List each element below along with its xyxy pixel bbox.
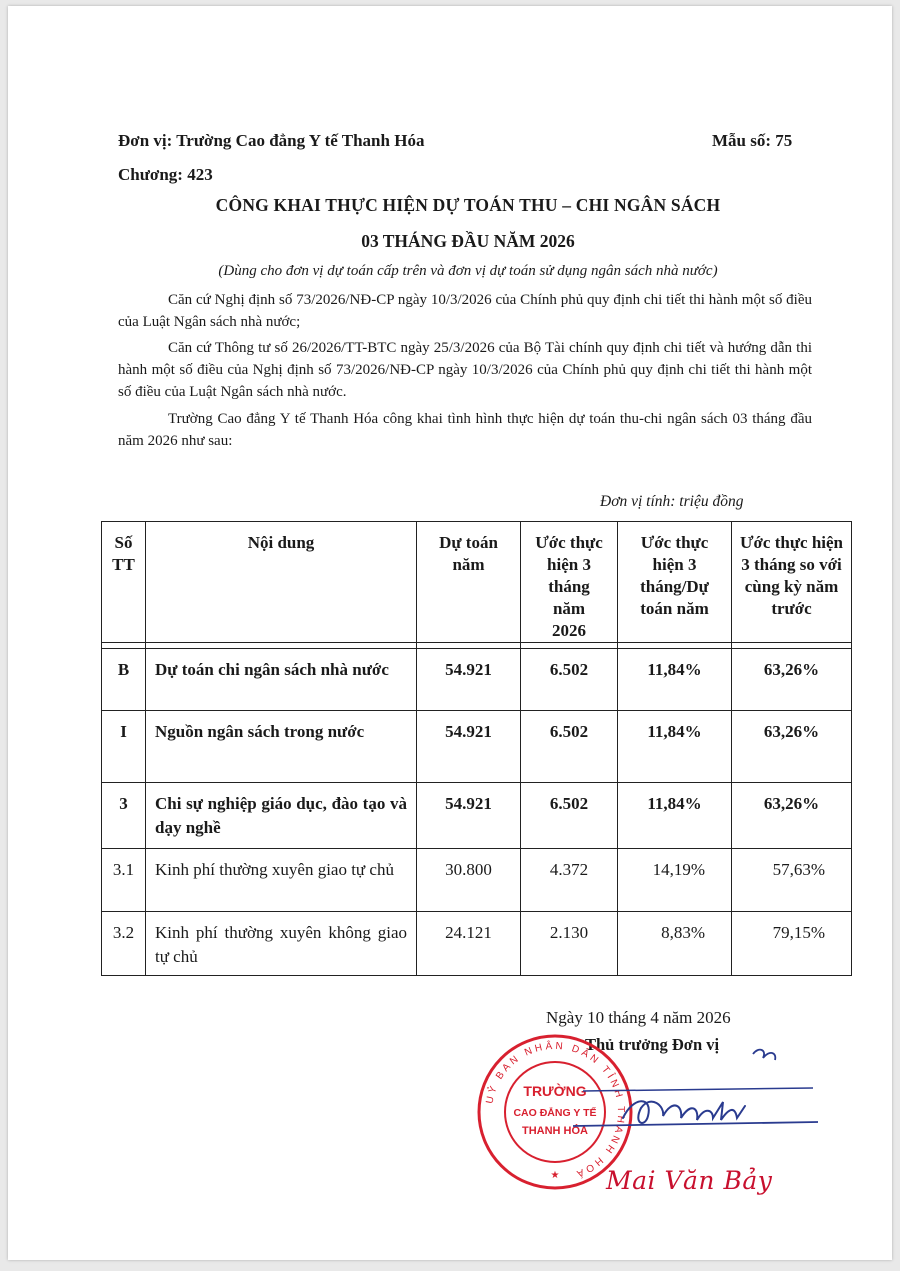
header-budget: Dự toán năm (417, 522, 521, 643)
signing-date: Ngày 10 tháng 4 năm 2026 (546, 1008, 731, 1027)
svg-text:★: ★ (550, 1170, 560, 1181)
row-estimate: 4.372 (521, 849, 618, 912)
header-content: Nội dung (146, 522, 417, 643)
row-budget: 24.121 (417, 912, 521, 976)
svg-text:UỶ BAN NHÂN DÂN TỈNH THANH HOÁ: UỶ BAN NHÂN DÂN TỈNH THANH HOÁ (484, 1040, 627, 1180)
svg-text:CAO ĐẲNG Y TẾ: CAO ĐẲNG Y TẾ (513, 1107, 597, 1119)
chapter-label: Chương: 423 (118, 165, 213, 184)
row-content: Dự toán chi ngân sách nhà nước (146, 649, 417, 711)
budget-table (101, 521, 852, 976)
legal-basis-circular: Căn cứ Thông tư số 26/2026/TT-BTC ngày 25/3/2026 của Bộ Tài chính quy định chi tiết và hướng dẫn thi hành một số điều của Nghị định số 73/2026/NĐ-CP ngày 10/3/2026 của Chính phủ quy định chi tiết thi hành một số điều của Luật Ngân sách nhà nước. (118, 340, 812, 400)
document-title-period: 03 THÁNG ĐẦU NĂM 2026 (361, 231, 575, 251)
row-yoy: 63,26% (732, 783, 852, 849)
table-row (102, 649, 852, 711)
intro-paragraph: Trường Cao đẳng Y tế Thanh Hóa công khai tình hình thực hiện dự toán thu-chi ngân sách 03 tháng đầu năm 2026 như sau: (118, 411, 812, 449)
document-title: CÔNG KHAI THỰC HIỆN DỰ TOÁN THU – CHI NGÂN SÁCH (215, 195, 721, 215)
row-estimate: 2.130 (521, 912, 618, 976)
row-ratio: 11,84% (618, 649, 732, 711)
row-budget: 54.921 (417, 783, 521, 849)
row-ratio: 11,84% (618, 783, 732, 849)
unit-label: Đơn vị: Trường Cao đẳng Y tế Thanh Hóa (118, 131, 425, 150)
row-estimate: 6.502 (521, 649, 618, 711)
row-yoy: 79,15% (732, 912, 852, 976)
table-row (102, 711, 852, 783)
header-ratio: Ước thực hiện 3 tháng/Dự toán năm (618, 522, 732, 643)
svg-text:THANH HÓA: THANH HÓA (522, 1125, 588, 1137)
row-ratio: 14,19% (618, 849, 732, 912)
row-ratio: 11,84% (618, 711, 732, 783)
unit-note: Đơn vị tính: triệu đồng (600, 493, 744, 510)
header-estimate-3m: Ước thực hiện 3 tháng năm 2026 (521, 522, 618, 643)
row-yoy: 63,26% (732, 649, 852, 711)
header-stt: Số TT (102, 522, 146, 643)
table-row (102, 849, 852, 912)
document-subtitle: (Dùng cho đơn vị dự toán cấp trên và đơn vị dự toán sử dụng ngân sách nhà nước) (218, 263, 718, 279)
row-content: Kinh phí thường xuyên không giao tự chủ (146, 912, 417, 976)
row-stt: I (102, 711, 146, 783)
svg-text:TRƯỜNG: TRƯỜNG (523, 1083, 587, 1099)
row-yoy: 63,26% (732, 711, 852, 783)
row-budget: 54.921 (417, 711, 521, 783)
handwritten-signature-icon (563, 1036, 823, 1166)
document-page (8, 6, 892, 1260)
row-stt: 3 (102, 783, 146, 849)
row-stt: 3.2 (102, 912, 146, 976)
legal-basis-decree: Căn cứ Nghị định số 73/2026/NĐ-CP ngày 10/3/2026 của Chính phủ quy định chi tiết thi hành một số điều của Luật Ngân sách nhà nước; (118, 292, 812, 330)
header-yoy: Ước thực hiện 3 tháng so với cùng kỳ năm trước (732, 522, 852, 643)
row-estimate: 6.502 (521, 783, 618, 849)
row-content: Chi sự nghiệp giáo dục, đào tạo và dạy nghề (146, 783, 417, 849)
table-row (102, 783, 852, 849)
signer-title: Thủ trưởng Đơn vị (585, 1035, 720, 1054)
table-row (102, 912, 852, 976)
row-estimate: 6.502 (521, 711, 618, 783)
table-header-row (102, 522, 852, 643)
row-yoy: 57,63% (732, 849, 852, 912)
row-stt: B (102, 649, 146, 711)
row-stt: 3.1 (102, 849, 146, 912)
form-number: Mẫu số: 75 (712, 131, 793, 150)
row-ratio: 8,83% (618, 912, 732, 976)
row-content: Kinh phí thường xuyên giao tự chủ (146, 849, 417, 912)
row-budget: 30.800 (417, 849, 521, 912)
row-content: Nguồn ngân sách trong nước (146, 711, 417, 783)
signer-name: Mai Văn Bảy (606, 1166, 773, 1195)
row-budget: 54.921 (417, 649, 521, 711)
